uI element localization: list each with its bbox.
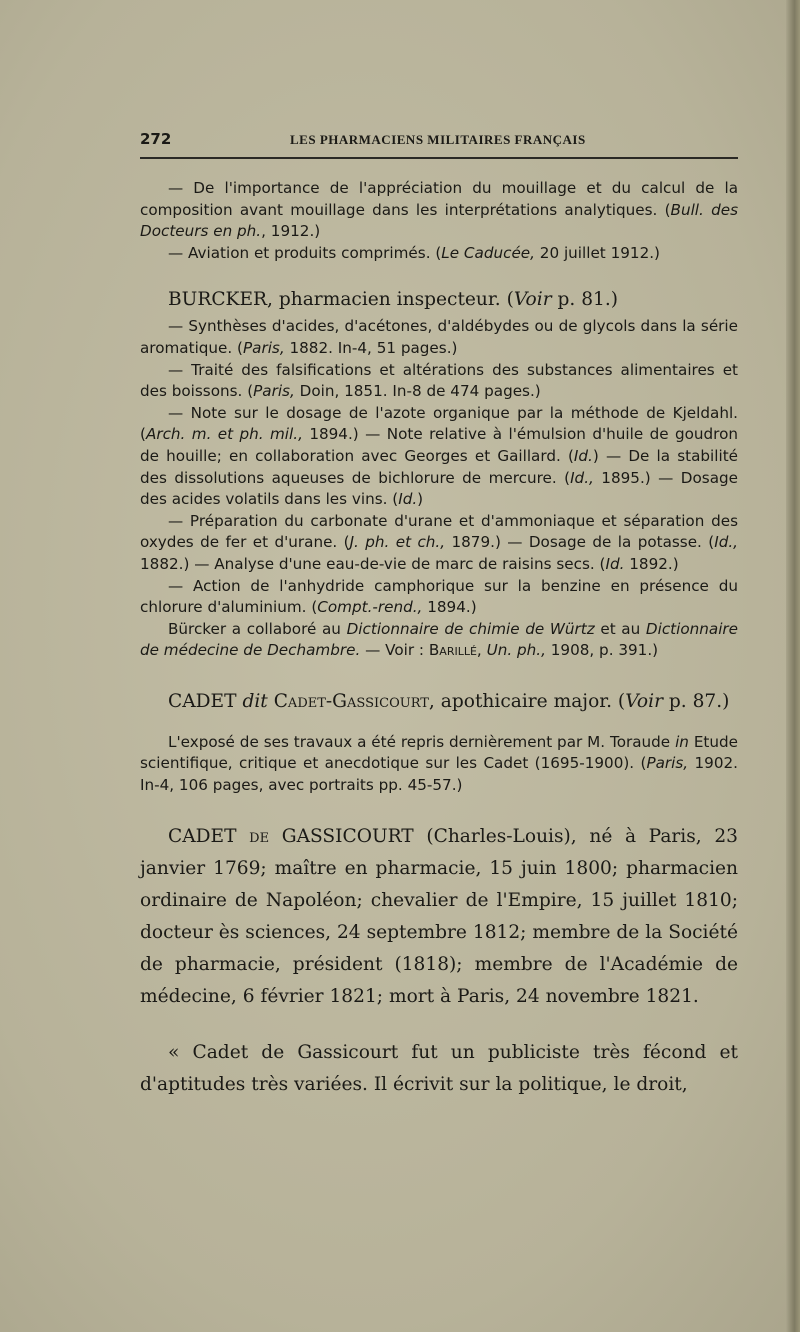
text: p. 81.) [551, 289, 619, 311]
voir: Voir [625, 690, 663, 712]
citation: Un. ph., [486, 641, 546, 660]
text: Doin, 1851. In-8 de 474 pages.) [294, 382, 541, 401]
entry-paragraph-mouillage [140, 178, 738, 243]
text: — Traité des falsifications et altérations des substances alimentaires et des boissons. ( [140, 360, 738, 401]
text: — Synthèses d'acides, d'acétones, d'aldébydes ou de glycols dans la série aromatique. ( [140, 317, 738, 357]
citation: Arch. m. et ph. mil., [145, 425, 303, 444]
entry-paragraph-traite [140, 360, 738, 403]
citation: Paris, [646, 754, 689, 773]
entry-paragraph-syntheses [140, 316, 738, 359]
page-header [140, 130, 740, 150]
citation: Bull. des Docteurs en ph. [140, 200, 738, 241]
quote-paragraph: « Cadet de Gassicourt fut un publiciste très fécond et d'aptitudes très variées. Il écrivit sur la politique, le droit, [140, 1041, 738, 1095]
text: 1892.) [624, 554, 679, 573]
citation: Le Caducée, [441, 243, 535, 262]
entry-paragraph-dictionnaire [140, 619, 738, 662]
text: GASSICOURT (Charles-Louis), né à Paris, 23 janvier 1769; maître en pharmacie, 15 juin 1800; pharmacien ordinaire de Napoléon; chevalier de l'Empire, 15 juillet 1810; docteur ès sciences, 24 septembre 1812; membre de la Société de pharmacie, président (1818); membre de l'Académie de médecine, 6 février 1821; mort à Paris, 24 novembre 1821. [140, 825, 738, 1007]
text: 1895.) — Dosage des acides volatils dans les vins. ( [140, 468, 738, 509]
text: p. 87.) [662, 690, 730, 712]
text: — Action de l'anhydride camphorique sur la benzine en présence du chlorure d'aluminium. ( [140, 576, 738, 617]
text: 1902. In-4, 106 pages, avec portraits pp. 45-57.) [140, 754, 738, 795]
text: L'exposé de ses travaux a été repris dernièrement par M. Toraude [168, 732, 676, 751]
citation: Id. [605, 554, 625, 573]
citation: Dictionnaire de chimie de Würtz [346, 619, 595, 638]
text: ) — De la stabilité des dissolutions aqueuses de bichlorure de mercure. ( [140, 446, 739, 487]
text: — Voir : [360, 641, 429, 660]
text: — Note sur le dosage de l'azote organique par la méthode de Kjeldahl. ( [140, 403, 738, 444]
text: BURCKER, pharmacien inspecteur. ( [168, 289, 514, 311]
text: CADET [168, 825, 250, 847]
particle-small-caps: de [249, 825, 270, 847]
author-name: Barillé, [428, 641, 482, 660]
running-head: LES PHARMACIENS MILITAIRES FRANÇAIS [290, 132, 586, 147]
text: 1908, p. 391.) [545, 641, 659, 660]
text: Bürcker a collaboré au [168, 619, 347, 638]
text: ) [417, 490, 424, 509]
text: 1894.) [422, 598, 477, 617]
citation: Id. [398, 490, 418, 509]
text: 20 juillet 1912.) [534, 243, 660, 262]
entry-paragraph-kjeldahl [140, 403, 738, 511]
name-small-caps: Cadet-Gassicourt, [273, 690, 435, 712]
citation: J. ph. et ch., [349, 533, 446, 552]
page-body [140, 178, 738, 1101]
citation: Id., [570, 468, 594, 487]
entry-paragraph-urane [140, 511, 738, 576]
page-number: 272 [140, 130, 172, 148]
entry-paragraph-aviation [140, 243, 738, 265]
text: Etude scientifique, critique et anecdotique sur les Cadet (1695-1900). ( [140, 732, 738, 773]
text: — De l'importance de l'appréciation du mouillage et du calcul de la composition avant mouillage dans les interprétations analytiques. ( [140, 179, 738, 219]
heading-cadet-gassicourt [140, 686, 738, 718]
citation: Id. [573, 446, 593, 465]
voir: Voir [513, 289, 552, 311]
text-italic: dit [242, 690, 268, 712]
citation: Id., [714, 533, 738, 552]
text: 1882.) — Analyse d'une eau-de-vie de marc de raisins secs. ( [140, 554, 606, 573]
entry-paragraph-anhydride [140, 576, 738, 619]
text: 1879.) — Dosage de la potasse. ( [445, 533, 715, 552]
citation: Paris, [242, 338, 285, 357]
text: apothicaire major. ( [434, 690, 626, 712]
citation: Compt.-rend., [317, 598, 423, 617]
heading-burcker [140, 284, 738, 316]
text: CADET [168, 690, 243, 712]
text: , 1912.) [261, 222, 321, 241]
text: 1882. In-4, 51 pages.) [284, 338, 458, 357]
text: — Préparation du carbonate d'urane et d'ammoniaque et séparation des oxydes de fer et d'urane. ( [140, 511, 738, 552]
citation: Dictionnaire de médecine de Dechambre. [140, 619, 739, 660]
text-italic: in [675, 732, 689, 751]
biography-cadet-de-gassicourt [140, 821, 738, 1013]
header-rule [140, 157, 738, 159]
text: et au [594, 619, 646, 638]
citation: Paris, [253, 382, 295, 401]
text: 1894.) — Note relative à l'émulsion d'huile de goudron de houille; en collaboration avec Georges et Gaillard. ( [140, 425, 738, 465]
text: — Aviation et produits comprimés. ( [168, 243, 442, 262]
entry-paragraph-toraude [140, 732, 738, 797]
book-spine-edge [786, 0, 800, 1332]
